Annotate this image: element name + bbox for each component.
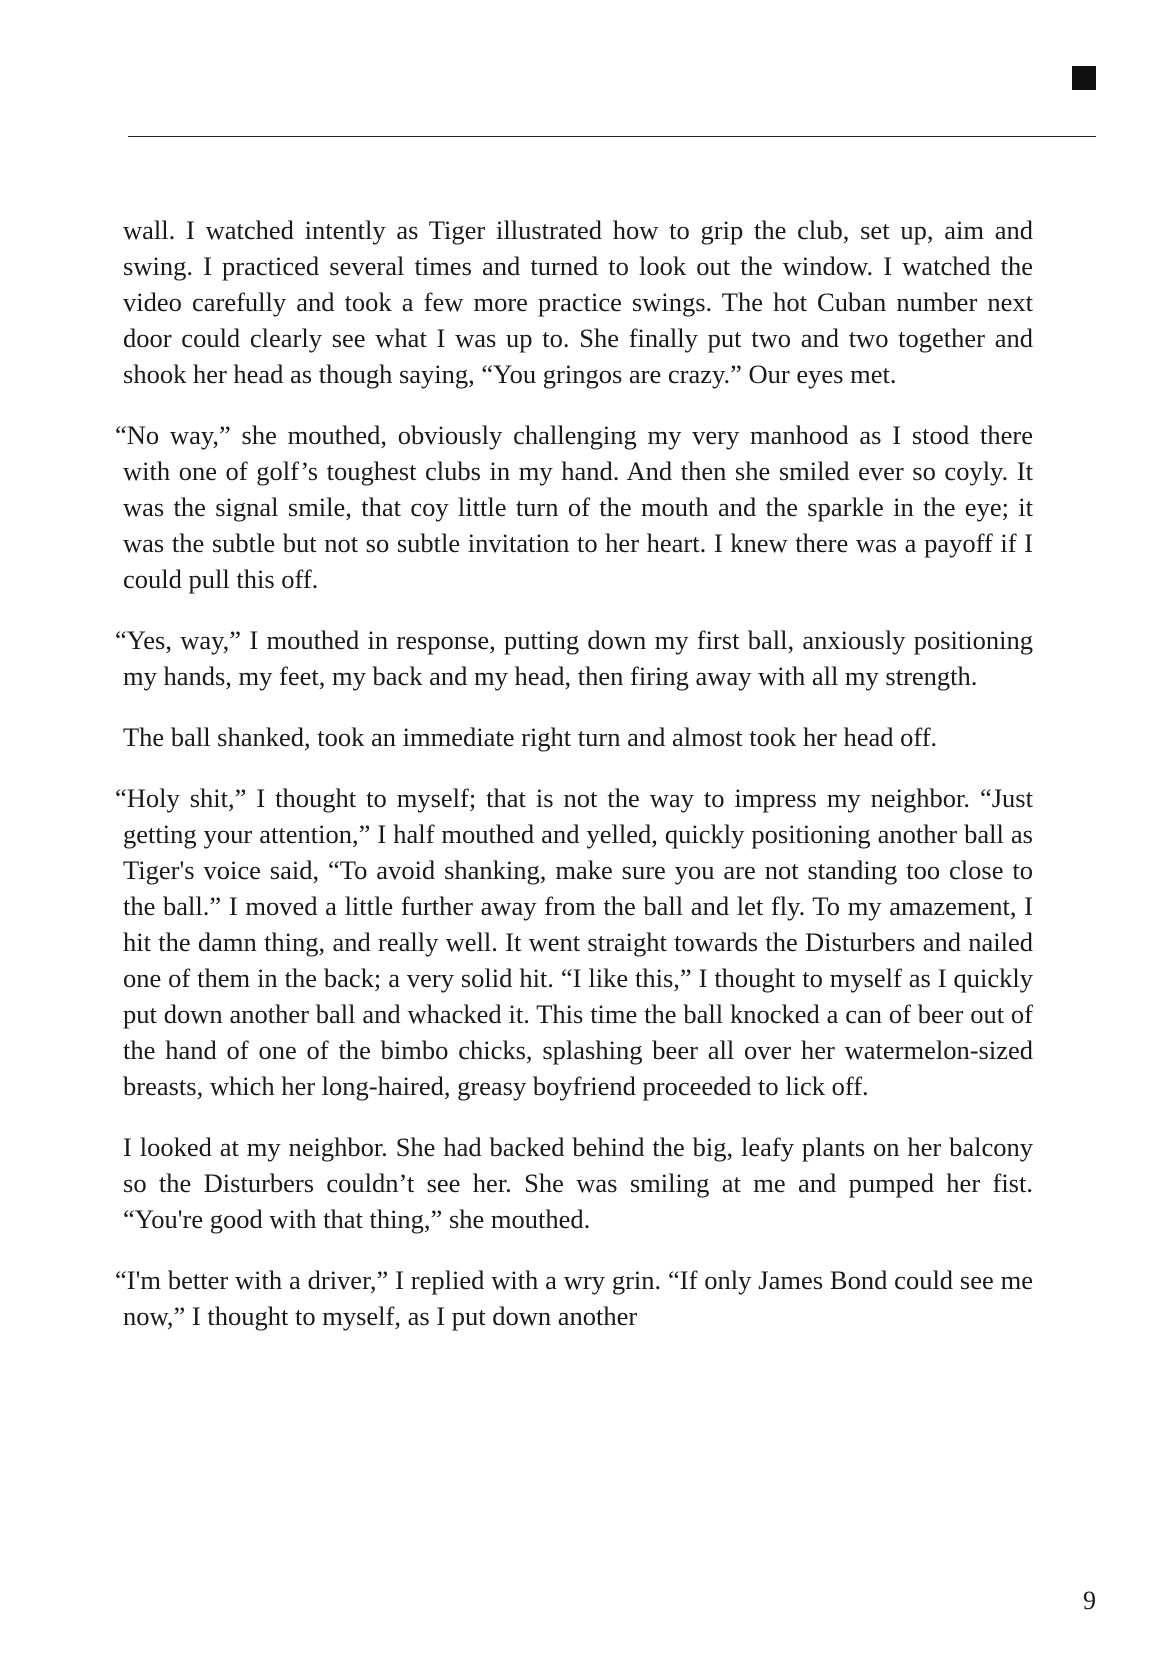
corner-square-mark: [1072, 66, 1096, 90]
header-rule: [128, 136, 1096, 137]
paragraph: The ball shanked, took an immediate right turn and almost took her head off.: [123, 722, 938, 752]
page-number: 9: [1083, 1586, 1096, 1615]
paragraph: I looked at my neighbor. She had backed behind the big, leafy plants on her balcony so the Disturbers couldn’t see her. She was smiling at me and pumped her fist. “You're good with that thing,” she mouthed.: [123, 1132, 1033, 1234]
paragraph: wall. I watched intently as Tiger illustrated how to grip the club, set up, aim and swing. I practiced several times and turned to look out the window. I watched the video carefully and took a few more practice swings. The hot Cuban number next door could clearly see what I was up to. She finally put two and two together and shook her head as though saying, “You gringos are crazy.” Our eyes met.: [123, 215, 1033, 389]
paragraph: “Holy shit,” I thought to myself; that is not the way to impress my neighbor. “Just getting your attention,” I half mouthed and yelled, quickly positioning another ball as Tiger's voice said, “To avoid shanking, make sure you are not standing too close to the ball.” I moved a little further away from the ball and let fly. To my amazement, I hit the damn thing, and really well. It went straight towards the Disturbers and nailed one of them in the back; a very solid hit. “I like this,” I thought to myself as I quickly put down another ball and whacked it. This time the ball knocked a can of beer out of the hand of one of the bimbo chicks, splashing beer all over her watermelon-sized breasts, which her long-haired, greasy boyfriend proceeded to lick off.: [115, 783, 1033, 1101]
paragraph: “I'm better with a driver,” I replied with a wry grin. “If only James Bond could see me now,” I thought to myself, as I put down another: [115, 1265, 1033, 1331]
paragraph: “No way,” she mouthed, obviously challenging my very manhood as I stood there with one of golf’s toughest clubs in my hand. And then she smiled ever so coyly. It was the signal smile, that coy little turn of the mouth and the sparkle in the eye; it was the subtle but not so subtle invitation to her heart. I knew there was a payoff if I could pull this off.: [115, 420, 1033, 594]
paragraph: “Yes, way,” I mouthed in response, putting down my first ball, anxiously positioning my hands, my feet, my back and my head, then firing away with all my strength.: [115, 625, 1033, 691]
page-body: [115, 212, 1033, 1359]
